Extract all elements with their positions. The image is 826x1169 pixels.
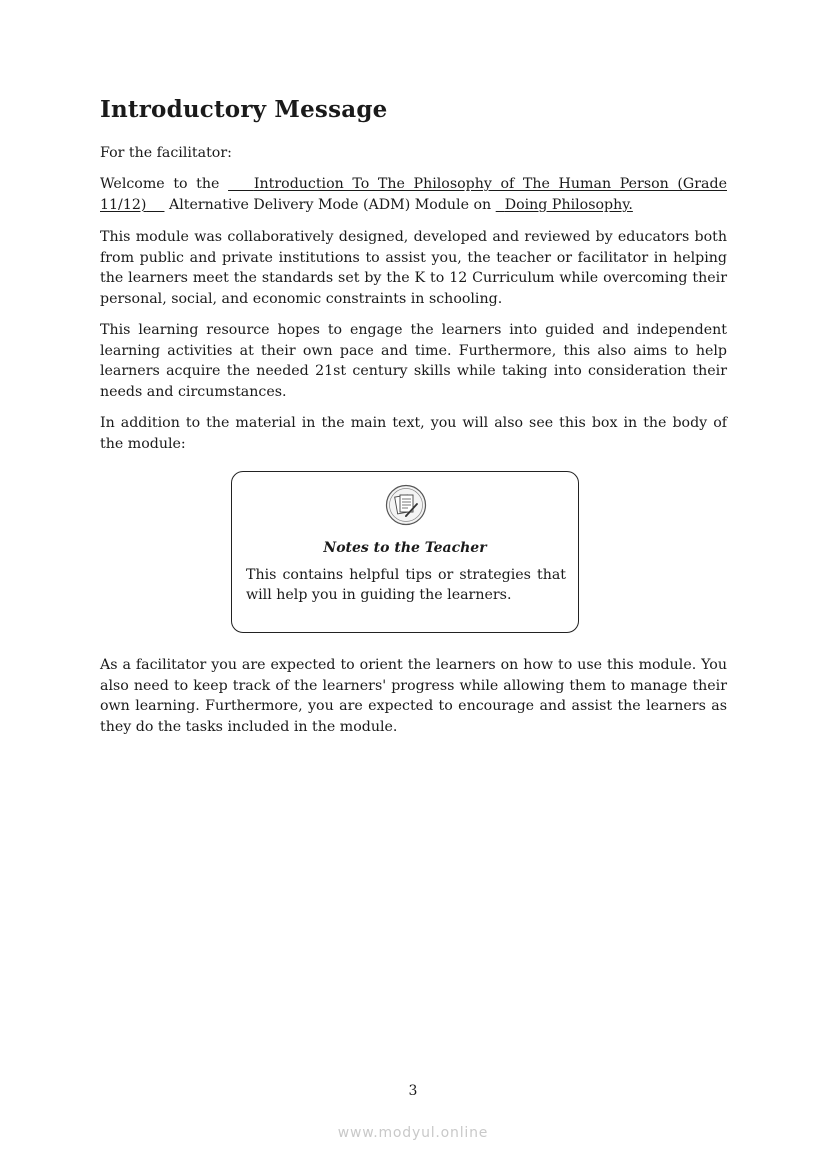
subject-title: Introduction To The Philosophy of The Human Person (Grade 11/12) [100,176,727,213]
note-box-title: Notes to the Teacher [323,540,487,556]
watermark: www.modyul.online [337,1125,489,1141]
paragraph-box-intro: In addition to the material in the main text, you will also see this box in the body of the module: [100,415,727,452]
paragraph-facilitator: As a facilitator you are expected to orient the learners on how to use this module. You also need to keep track of the learners' progress while allowing them to manage their own learning. Furthermore, you are expected to encourage and assist the learners as they do the tasks included in the module. [100,657,727,735]
for-facilitator-label: For the facilitator: [100,145,232,161]
welcome-paragraph [100,174,727,215]
welcome-middle: Alternative Delivery Mode (ADM) Module on [168,196,492,213]
note-box-text: This contains helpful tips or strategies that will help you in guiding the learners. [246,567,566,603]
paragraph-design: This module was collaboratively designed, developed and reviewed by educators both from public and private institutions to assist you, the teacher or facilitator in helping the learners meet the standards set by the K to 12 Curriculum while overcoming their personal, social, and economic constraints in schooling. [100,229,727,307]
page-title: Introductory Message [100,96,388,123]
notes-to-teacher-box [231,471,579,633]
module-title: Doing Philosophy. [504,196,633,213]
welcome-prefix: Welcome to the [100,176,220,192]
page-number: 3 [408,1083,418,1099]
notes-icon [385,484,427,526]
paragraph-resource: This learning resource hopes to engage the learners into guided and independent learning activities at their own pace and time. Furthermore, this also aims to help learners acquire the needed 21st century skills while taking into consideration their needs and circumstances. [100,322,727,400]
